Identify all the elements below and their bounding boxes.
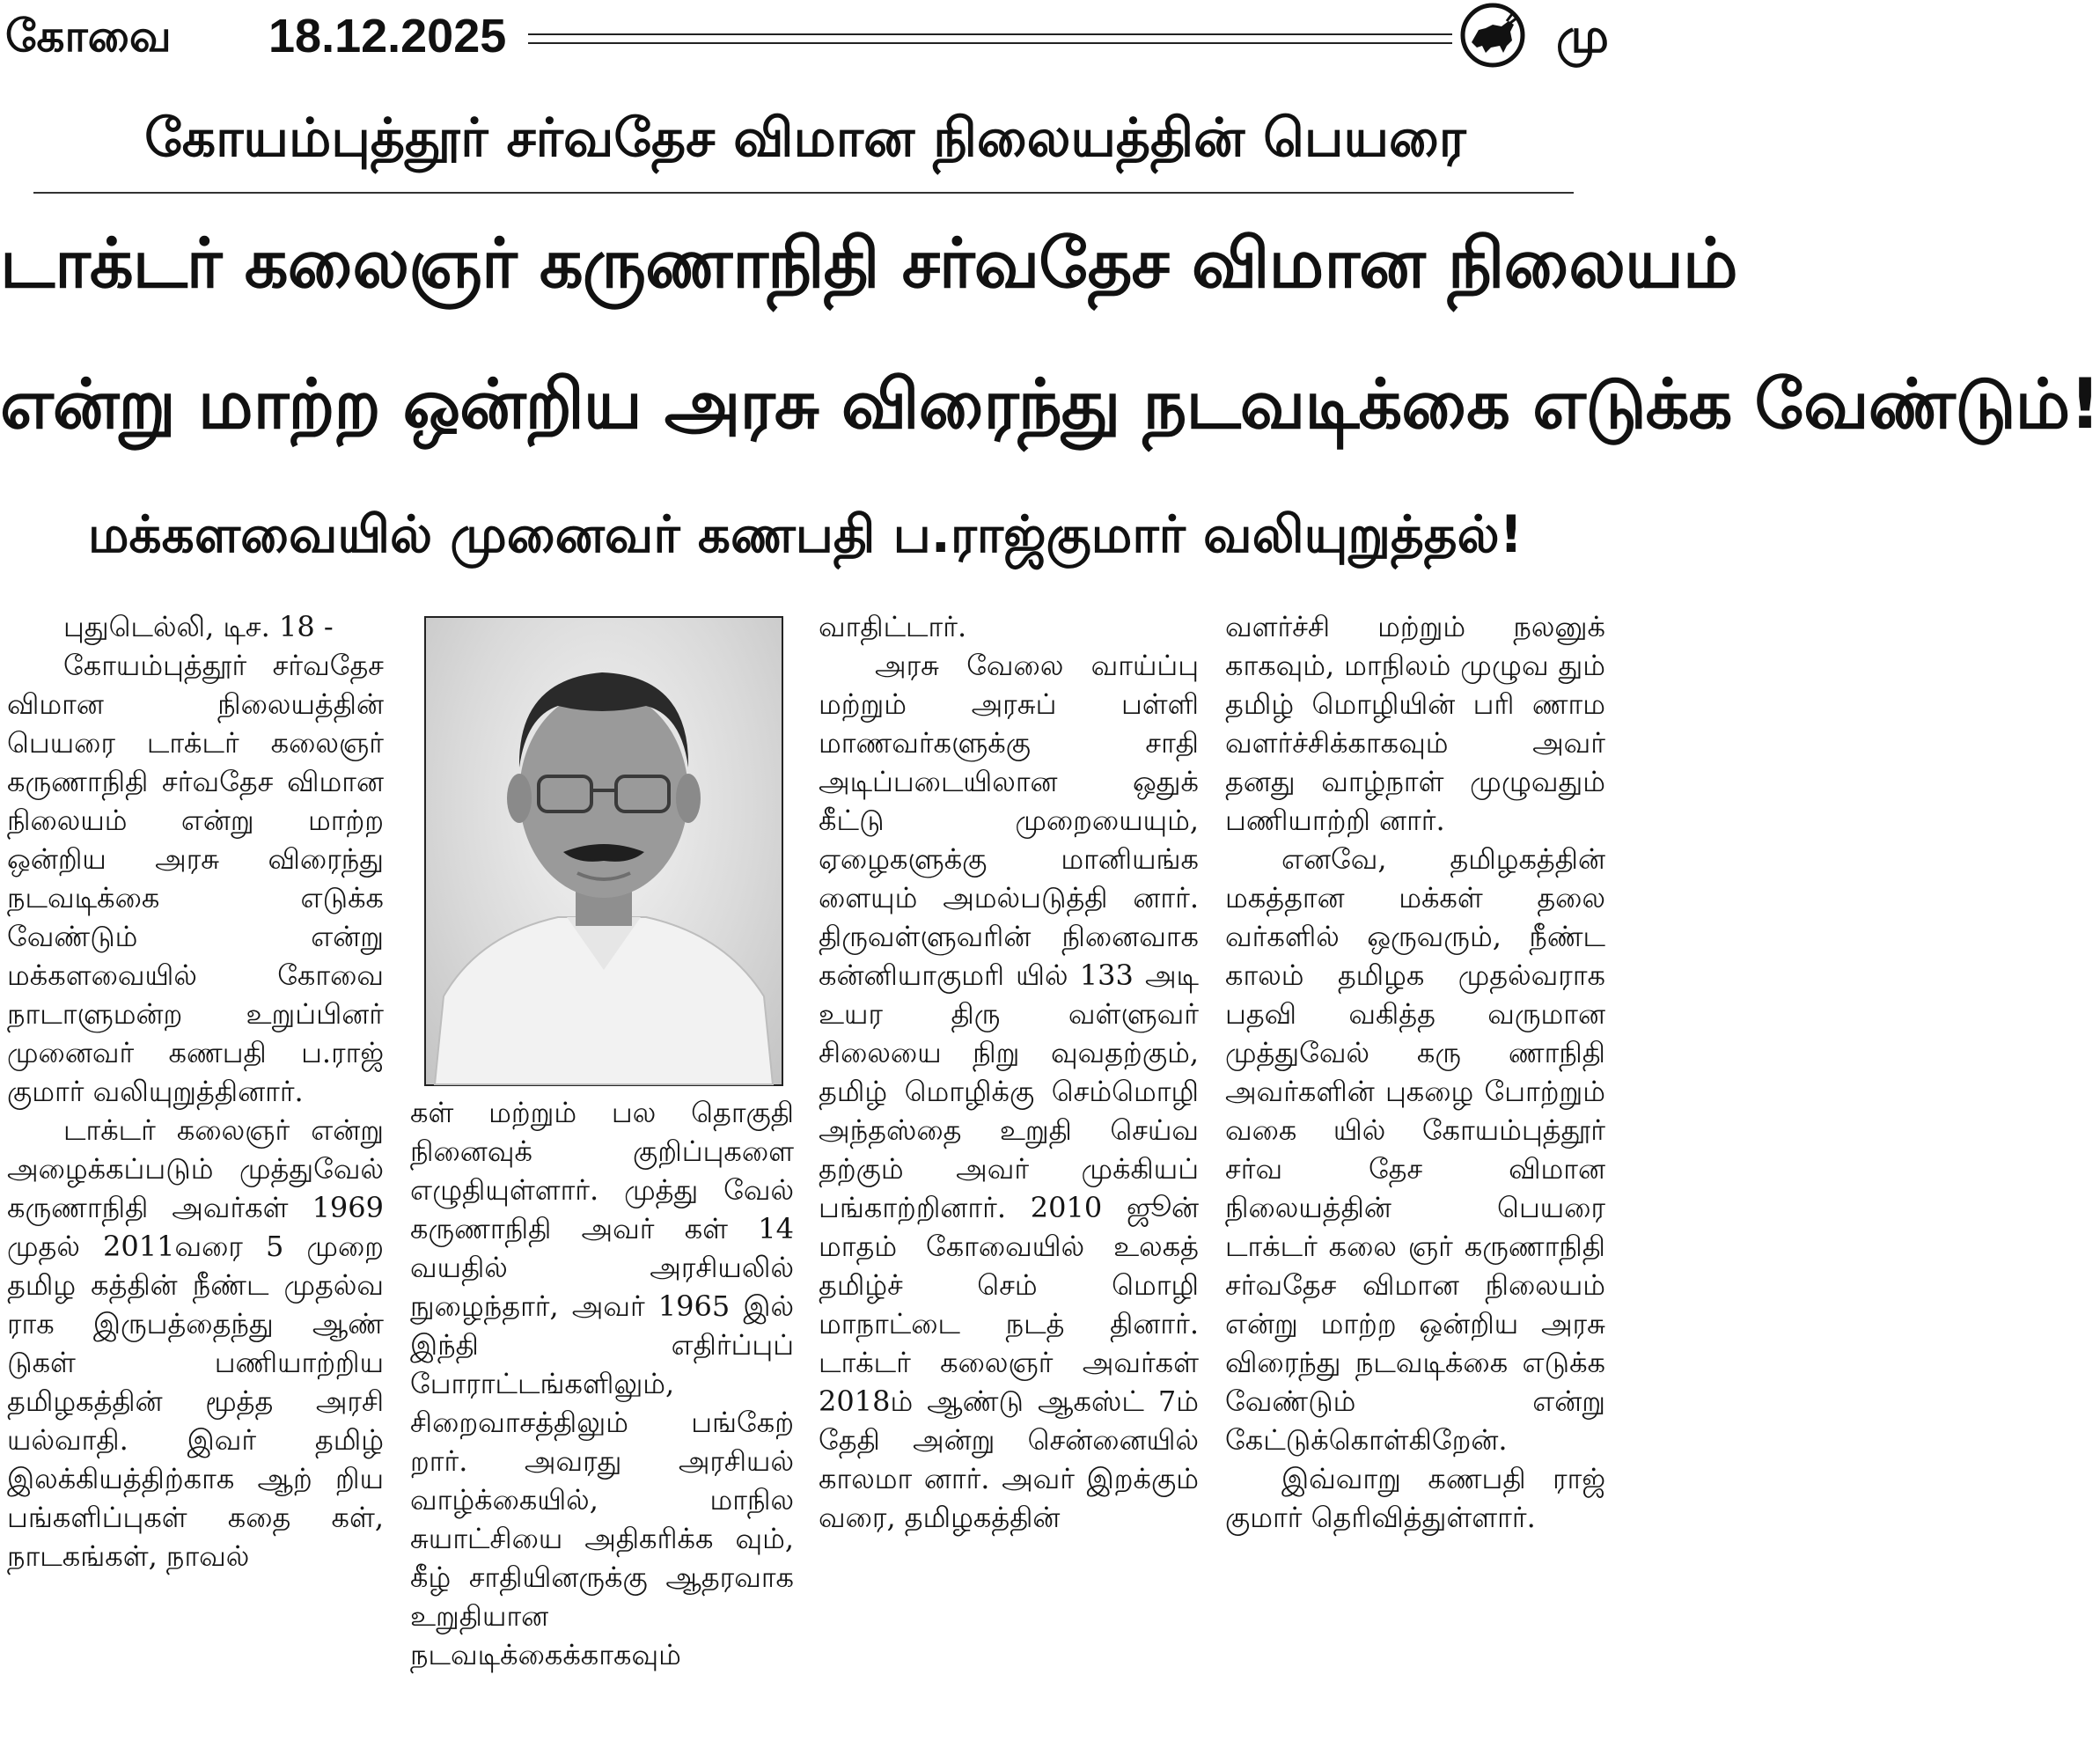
article-column-3 [819, 607, 1199, 1748]
article-column-4 [1225, 607, 1605, 1748]
dateline: புதுடெல்லி, டிச. 18 - [63, 610, 334, 643]
masthead-title-fragment: மு [1556, 8, 1609, 63]
article-column-1 [7, 607, 384, 1748]
edition-date: 18.12.2025 [268, 10, 507, 62]
article-paragraph: கோயம்புத்தூர் சர்வதேச விமான நிலையத்தின் பெயரை டாக்டர் கலைஞர் கருணாநிதி சர்வதேச விமான நிலையம் என்று மாற்ற ஒன்றிய அரசு விரைந்து நடவடிக்கை எடுக்க வேண்டும் என்று மக்களவையில் கோவை நாடாளுமன்ற உறுப்பினர் முனைவர் கணபதி ப.ராஜ் குமார் வலியுறுத்தினார். [7, 649, 384, 1108]
bull-emblem-icon [1459, 2, 1526, 69]
article-paragraph: கள் மற்றும் பல தொகுதி நினைவுக் குறிப்புகளை எழுதியுள்ளார். முத்து வேல் கருணாநிதி அவர் கள் 14 வயதில் அரசியலில் நுழைந்தார், அவர் 1965 இல் இந்தி எதிர்ப்புப் போராட்டங்களிலும், சிறைவாசத்திலும் பங்கேற் றார். அவரது அரசியல் வாழ்க்கையில், மாநில சுயாட்சியை அதிகரிக்க வும், கீழ் சாதியினருக்கு ஆதரவாக உறுதியான நடவடிக்கைக்காகவும் [410, 1096, 794, 1671]
article-paragraph: எனவே, தமிழகத்தின் மகத்தான மக்கள் தலை வர்களில் ஒருவரும், நீண்ட காலம் தமிழக முதல்வராக பதவி வகித்த வருமான முத்துவேல் கரு ணாநிதி அவர்களின் புகழை போற்றும் வகை யில் கோயம்புத்தூர் சர்வ தேச விமான நிலையத்தின் பெயரை டாக்டர் கலை ஞர் கருணாநிதி சர்வதேச விமான நிலையம் என்று மாற்ற ஒன்றிய அரசு விரைந்து நடவடிக்கை எடுக்க வேண்டும் என்று கேட்டுக்கொள்கிறேன். [1225, 842, 1605, 1457]
masthead-rule [528, 33, 1452, 44]
edition-place: கோவை [5, 11, 172, 62]
kicker-headline: கோயம்புத்தூர் சர்வதேச விமான நிலையத்தின் பெயரை [144, 107, 1466, 169]
main-headline-line-2: என்று மாற்ற ஒன்றிய அரசு விரைந்து நடவடிக்கை எடுக்க வேண்டும்! [0, 365, 2100, 444]
article-column-2 [410, 1093, 794, 1748]
article-paragraph: அரசு வேலை வாய்ப்பு மற்றும் அரசுப் பள்ளி மாணவர்களுக்கு சாதி அடிப்படையிலான ஒதுக் கீட்டு முறையையும், ஏழைகளுக்கு மானியங்க ளையும் அமல்படுத்தி னார். திருவள்ளுவரின் நினைவாக கன்னியாகுமரி யில் 133 அடி உயர திரு வள்ளுவர் சிலையை நிறு வுவதற்கும், தமிழ் மொழிக்கு செம்மொழி அந்தஸ்தை உறுதி செய்வ தற்கும் அவர் முக்கியப் பங்காற்றினார். 2010 ஜூன் மாதம் கோவையில் உலகத் தமிழ்ச் செம் மொழி மாநாட்டை நடத் தினார். டாக்டர் கலைஞர் அவர்கள் 2018ம் ஆண்டு ஆகஸ்ட் 7ம் தேதி அன்று சென்னையில் காலமா னார். அவர் இறக்கும் வரை, தமிழகத்தின் [819, 649, 1199, 1534]
article-paragraph: டாக்டர் கலைஞர் என்று அழைக்கப்படும் முத்துவேல் கருணாநிதி அவர்கள் 1969 முதல் 2011வரை 5 முறை தமிழ கத்தின் நீண்ட முதல்வ ராக இருபத்தைந்து ஆண் டுகள் பணியாற்றிய தமிழகத்தின் மூத்த அரசி யல்வாதி. இவர் தமிழ் இலக்கியத்திற்காக ஆற் றிய பங்களிப்புகள் கதை கள், நாடகங்கள், நாவல் [7, 1113, 384, 1573]
article-paragraph: வளர்ச்சி மற்றும் நலனுக் காகவும், மாநிலம் முழுவ தும் தமிழ் மொழியின் பரி ணாம வளர்ச்சிக்காகவும் அவர் தனது வாழ்நாள் முழுவதும் பணியாற்றி னார். [1225, 610, 1605, 837]
masthead [0, 0, 1611, 70]
article-paragraph: வாதிட்டார். [819, 610, 967, 643]
headline-divider [33, 192, 1574, 194]
article-paragraph: இவ்வாறு கணபதி ராஜ் குமார் தெரிவித்துள்ளார். [1225, 1462, 1605, 1534]
sub-headline: மக்களவையில் முனைவர் கணபதி ப.ராஜ்குமார் வலியுறுத்தல்! [87, 504, 1524, 564]
main-headline-line-1: டாக்டர் கலைஞர் கருணாநிதி சர்வதேச விமான நிலையம் [0, 224, 1737, 304]
portrait-photo-icon [424, 616, 783, 1086]
